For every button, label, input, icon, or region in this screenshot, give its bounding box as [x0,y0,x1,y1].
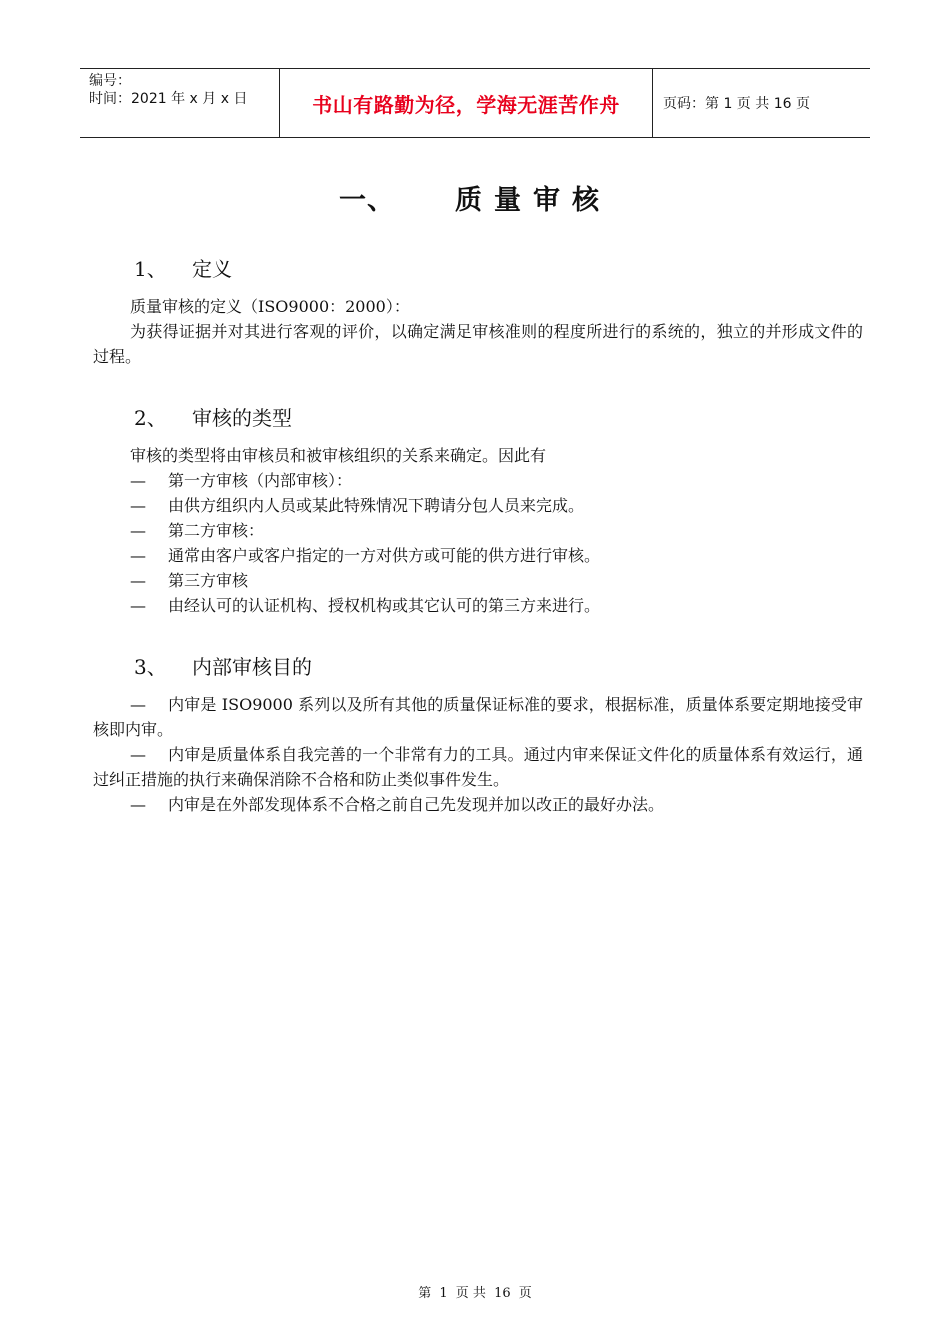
dash-marker: — [130,471,146,490]
paragraph: 质量审核的定义（ISO9000：2000）： [130,297,410,316]
section-heading-2 [134,405,292,431]
dash-marker: — [130,596,146,615]
header-motto: 书山有路勤为径，学海无涯苦作舟 [280,69,653,137]
dash-marker: — [130,546,146,565]
footer-suffix: 页 [518,1286,532,1301]
header-time-label: 时间：2021 年 x 月 x 日 [89,91,248,107]
section-heading-1 [134,256,232,282]
section-number: 2、 [134,406,167,430]
list-item [130,468,352,493]
list-item [130,518,264,543]
list-item-text: 第一方审核（内部审核）： [168,471,353,490]
list-item [130,493,584,518]
footer-prefix: 第 [418,1286,432,1301]
footer-page-number: 1 [439,1286,448,1301]
list-item [130,543,600,568]
dash-marker: — [130,795,146,814]
section-title: 审核的类型 [192,406,292,430]
list-item-text: 由供方组织内人员或某此特殊情况下聘请分包人员来完成。 [168,496,585,515]
paragraph-text: 内审是质量体系自我完善的一个非常有力的工具。通过内审来保证文件化的质量体系有效运行，通过纠正措施的执行来确保消除不合格和防止类似事件发生。 [93,745,863,789]
list-item-text: 通常由客户或客户指定的一方对供方或可能的供方进行审核。 [168,546,601,565]
dash-marker: — [130,571,146,590]
list-item [130,593,600,618]
page-header [80,68,870,138]
footer-mid: 页 共 [455,1286,486,1301]
dash-marker: — [130,521,146,540]
dash-marker: — [130,745,146,764]
paragraph [93,692,863,742]
section-title: 内部审核目的 [192,655,312,679]
paragraph [93,792,863,817]
list-item-text: 第二方审核： [168,521,265,540]
header-number-label: 编号： [89,73,131,89]
paragraph: 为获得证据并对其进行客观的评价，以确定满足审核准则的程度所进行的系统的，独立的并形成文件的过程。 [93,322,863,366]
paragraph: 审核的类型将由审核员和被审核组织的关系来确定。因此有 [130,446,547,465]
header-meta [80,69,280,137]
footer-total-pages: 16 [494,1286,511,1301]
document-title [0,178,950,217]
section-title: 定义 [192,257,232,281]
title-number: 一、 [339,185,395,216]
header-page-label: 页码：第 1 页 共 16 页 [663,96,810,112]
paragraph-text: 内审是在外部发现体系不合格之前自己先发现并加以改正的最好办法。 [168,795,665,814]
paragraph-text: 内审是 ISO9000 系列以及所有其他的质量保证标准的要求，根据标准，质量体系要定期地接受审核即内审。 [93,695,863,739]
page-footer [0,1282,950,1301]
title-text: 质量审核 [455,185,611,216]
list-item-text: 由经认可的认证机构、授权机构或其它认可的第三方来进行。 [168,596,601,615]
paragraph [93,742,863,792]
section-heading-3 [134,654,312,680]
dash-marker: — [130,496,146,515]
section-number: 3、 [134,655,167,679]
section-number: 1、 [134,257,167,281]
list-item [130,568,248,593]
list-item-text: 第三方审核 [168,571,249,590]
dash-marker: — [130,695,146,714]
